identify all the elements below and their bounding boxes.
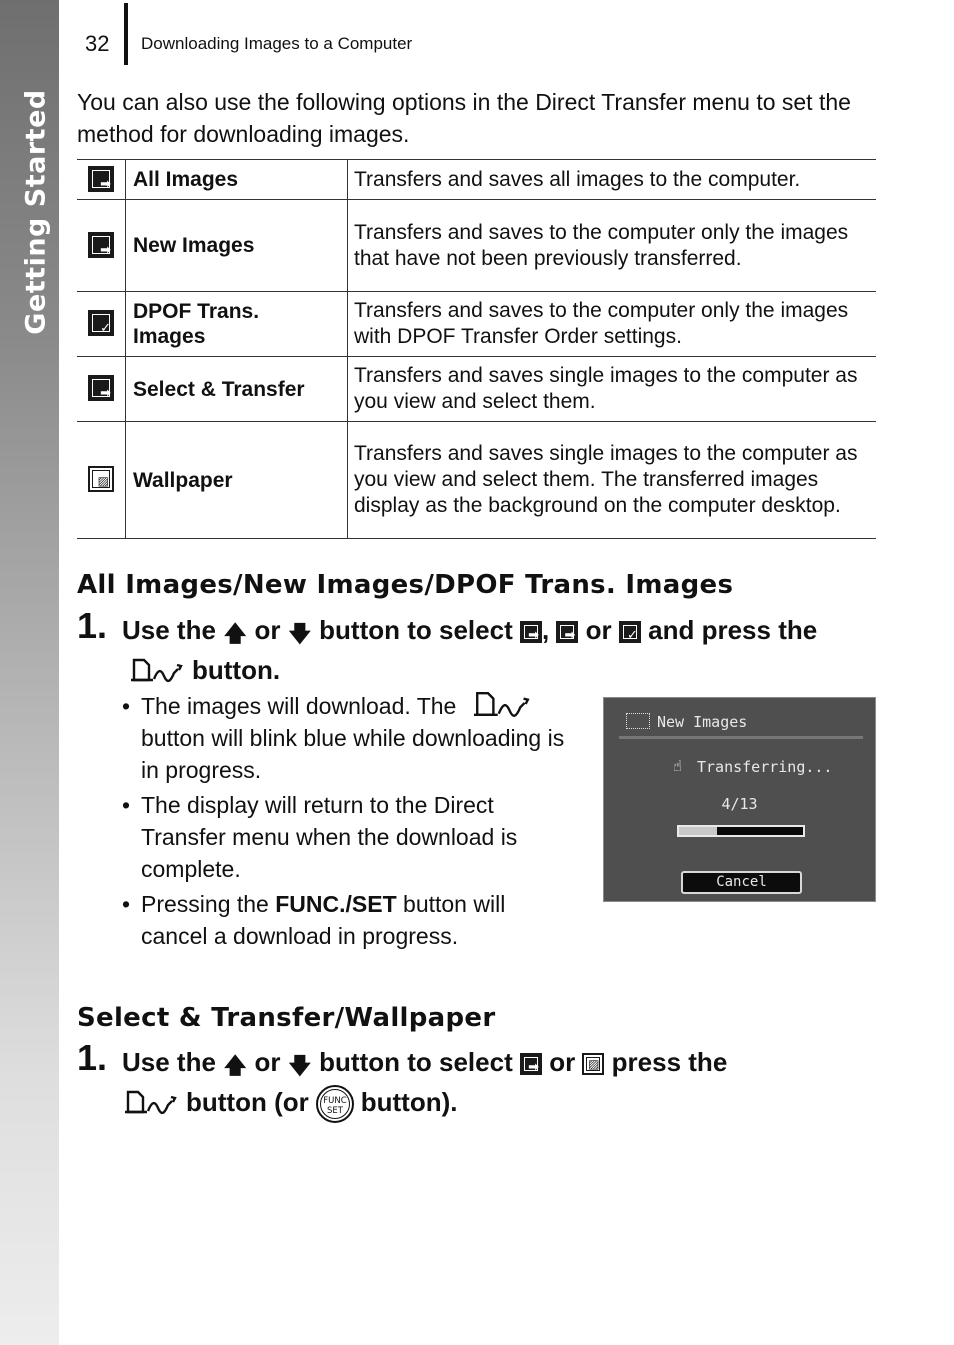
all-images-icon: ➡ xyxy=(88,166,114,192)
note-text: button will blink blue while downloading is in progress. xyxy=(141,725,565,783)
option-name: Select & Transfer xyxy=(126,357,348,422)
note-text: The display will return to the Direct Transfer menu when the download is complete. xyxy=(141,792,518,882)
header-divider xyxy=(124,3,128,65)
table-row xyxy=(77,200,876,292)
table-row xyxy=(77,357,876,422)
new-images-icon: ➡ xyxy=(88,232,114,258)
step-text: button). xyxy=(360,1087,458,1117)
running-header: Downloading Images to a Computer xyxy=(141,34,413,53)
option-description: Transfers and saves to the computer only the images with DPOF Transfer Order settings. xyxy=(348,292,877,357)
intro-paragraph: You can also use the following options in the Direct Transfer menu to set the method for downloading images. xyxy=(77,89,851,147)
note-text: The images will download. The xyxy=(141,693,457,719)
lcd-count: 4/13 xyxy=(721,795,758,813)
transfer-hand-icon: ☝ xyxy=(673,757,683,775)
select-transfer-icon: ➡ xyxy=(520,1053,542,1075)
svg-text:FUNC: FUNC xyxy=(323,1096,347,1107)
select-transfer-icon: ➡ xyxy=(88,375,114,401)
lcd-divider xyxy=(619,736,863,739)
step-text: , xyxy=(541,615,550,645)
section-heading: Select & Transfer/Wallpaper xyxy=(77,1003,496,1033)
step-text: or xyxy=(549,1047,576,1077)
camera-lcd-screenshot xyxy=(603,697,876,902)
dpof-images-icon: ✓ xyxy=(619,621,641,643)
table-row xyxy=(77,292,876,357)
step-text: or xyxy=(585,615,612,645)
list-item: • Pressing the FUNC./SET button will cancel a download in progress. xyxy=(122,891,506,949)
note-text: button will cancel a download in progress. xyxy=(141,891,506,949)
new-images-icon: ➡ xyxy=(556,621,578,643)
option-description: Transfers and saves single images to the computer as you view and select them. The transferred images display as the background on the computer desktop. xyxy=(348,422,877,539)
option-name: All Images xyxy=(126,160,348,200)
new-images-icon xyxy=(626,713,650,729)
step-text: or xyxy=(254,1047,281,1077)
step-text: Use the xyxy=(122,615,216,645)
step-text: button to select xyxy=(319,615,513,645)
option-description: Transfers and saves single images to the computer as you view and select them. xyxy=(348,357,877,422)
cancel-button[interactable]: Cancel xyxy=(681,871,802,894)
chapter-sidebar xyxy=(0,0,59,1345)
down-arrow-icon: 🡇 xyxy=(288,621,312,646)
progress-bar xyxy=(677,825,805,837)
print-share-icon xyxy=(128,657,186,683)
option-name xyxy=(126,292,348,357)
step-text: button (or xyxy=(186,1087,309,1117)
wallpaper-icon: ▨ xyxy=(88,466,114,492)
page-number: 32 xyxy=(85,31,110,56)
print-share-icon xyxy=(122,1089,180,1115)
all-images-icon: ➡ xyxy=(520,621,542,643)
option-name: Wallpaper xyxy=(126,422,348,539)
step-text: button. xyxy=(192,655,281,685)
step-text: or xyxy=(254,615,281,645)
up-arrow-icon: 🡅 xyxy=(223,621,247,646)
options-table xyxy=(77,159,876,539)
svg-text:SET: SET xyxy=(326,1106,343,1117)
list-item: • The images will download. The button will blink blue while downloading is in progress. xyxy=(122,690,572,786)
option-description: Transfers and saves to the computer only the images that have not been previously transferred. xyxy=(348,200,877,292)
up-arrow-icon: 🡅 xyxy=(223,1053,247,1078)
step-number: 1. xyxy=(77,605,108,646)
down-arrow-icon: 🡇 xyxy=(288,1053,312,1078)
chapter-label: Getting Started xyxy=(20,89,52,335)
option-name-line: Images xyxy=(133,325,206,348)
step-notes xyxy=(122,690,572,955)
section-heading: All Images/New Images/DPOF Trans. Images xyxy=(77,570,734,600)
step-text: Use the xyxy=(122,1047,216,1077)
step-text: and press xyxy=(648,615,771,645)
print-share-icon xyxy=(469,690,535,718)
step-instruction xyxy=(122,612,882,688)
step-number: 1. xyxy=(77,1037,108,1078)
dpof-images-icon: ✓ xyxy=(88,310,114,336)
option-name: New Images xyxy=(126,200,348,292)
list-item: • The display will return to the Direct Transfer menu when the download is complete. xyxy=(122,792,518,882)
step-text: the xyxy=(778,615,818,645)
lcd-status: Transferring... xyxy=(697,758,833,776)
note-text: Pressing the xyxy=(141,891,269,917)
option-name-line: DPOF Trans. xyxy=(133,300,260,323)
option-description: Transfers and saves all images to the computer. xyxy=(348,160,877,200)
progress-fill xyxy=(679,827,717,835)
wallpaper-icon: ▨ xyxy=(582,1053,604,1075)
func-set-button-icon xyxy=(315,1084,355,1124)
table-row xyxy=(77,422,876,539)
step-text: press the xyxy=(611,1047,728,1077)
func-set-label: FUNC./SET xyxy=(275,891,397,917)
table-row xyxy=(77,160,876,200)
step-instruction xyxy=(122,1044,882,1124)
lcd-title: New Images xyxy=(657,713,748,731)
step-text: button to select xyxy=(319,1047,513,1077)
